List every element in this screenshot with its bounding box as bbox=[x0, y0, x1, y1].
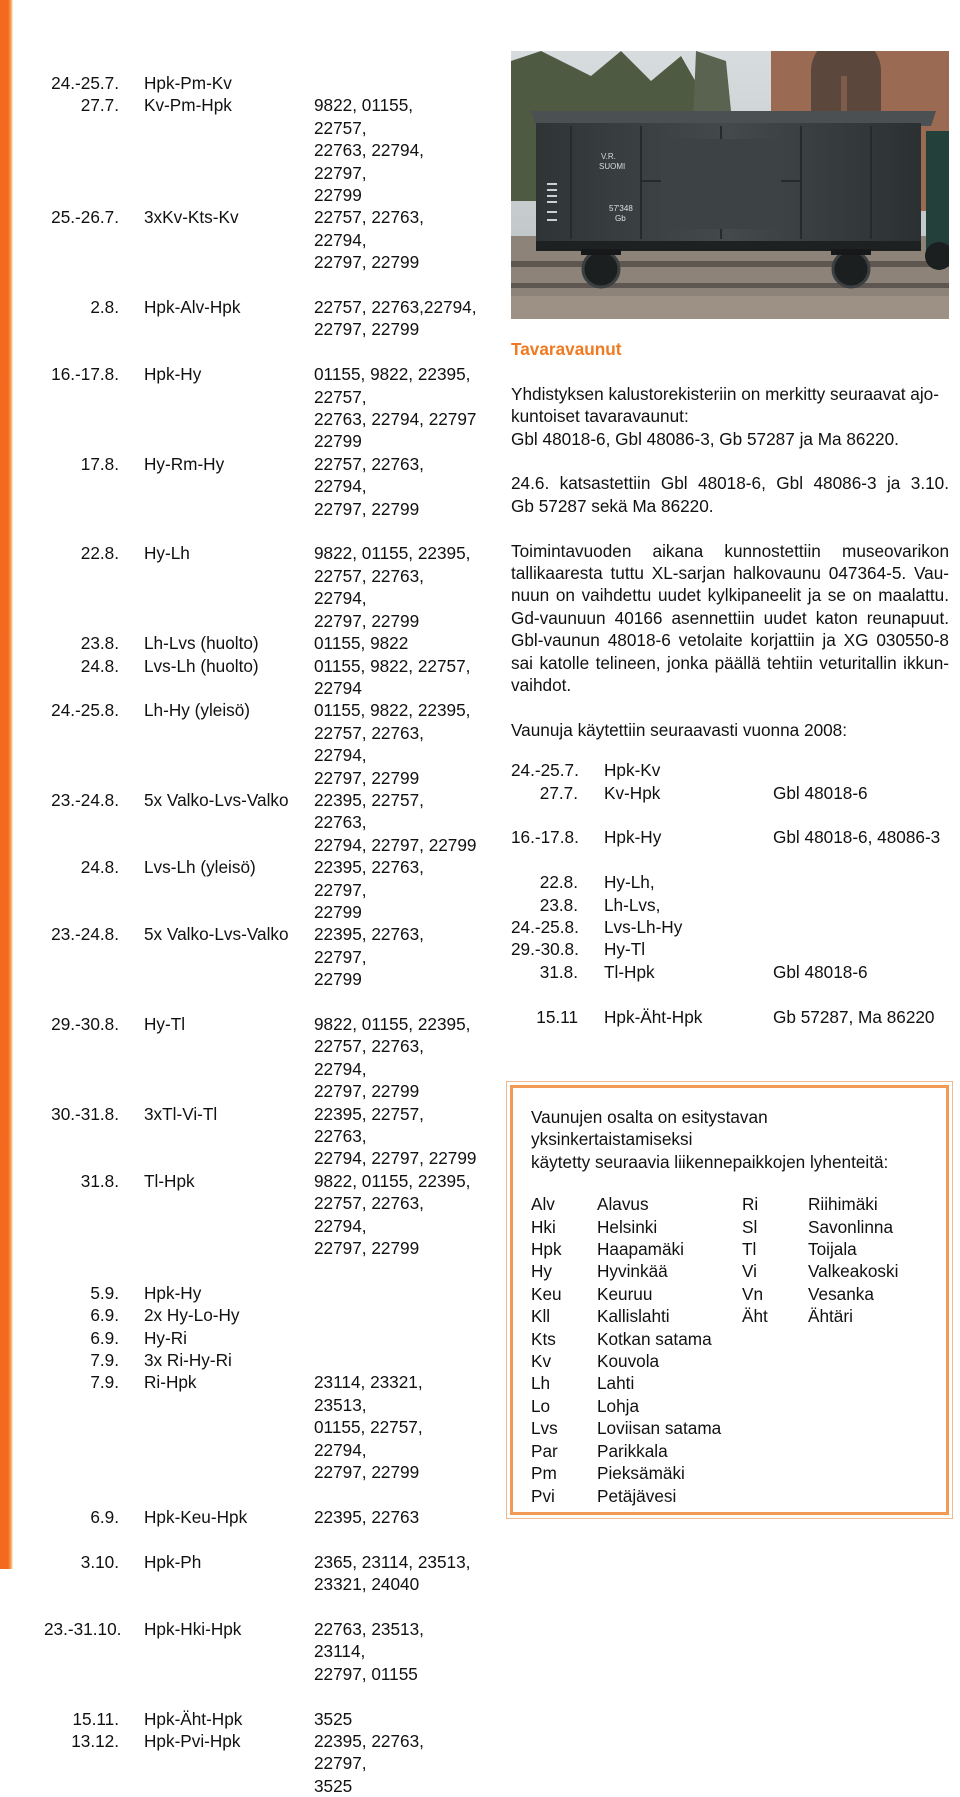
usage-route: Hy-Lh, bbox=[604, 872, 655, 893]
abbreviation-code: Lvs bbox=[531, 1418, 558, 1439]
trip-date: 15.11. bbox=[72, 1708, 119, 1729]
abbreviation-code: Ri bbox=[742, 1194, 759, 1215]
trip-date: 7.9. bbox=[90, 1372, 119, 1393]
trip-row bbox=[44, 72, 484, 94]
trip-route: Hy-Rm-Hy bbox=[144, 453, 225, 474]
maintenance-line: vaihdot. bbox=[511, 675, 572, 696]
usage-wagons bbox=[773, 759, 949, 781]
plate-right-line2: Gb bbox=[615, 214, 626, 223]
trip-date: 25.-26.7. bbox=[51, 207, 119, 228]
schedule-block bbox=[44, 1506, 484, 1528]
abbreviation-name: Kallislahti bbox=[597, 1306, 670, 1327]
trip-row bbox=[44, 655, 484, 700]
trip-cars bbox=[314, 1618, 479, 1685]
trip-date: 13.12. bbox=[71, 1730, 119, 1751]
trip-route: Lvs-Lh (yleisö) bbox=[144, 857, 256, 878]
intro-line: kuntoiset tavaravaunut: bbox=[511, 406, 689, 427]
maintenance-line: tallikaaresta tuttu XL-sarjan halkovaunu 047364-5. Vau- bbox=[511, 563, 949, 584]
abbreviation-code: Hpk bbox=[531, 1239, 562, 1260]
schedule-block bbox=[44, 1013, 484, 1259]
car-numbers-line: 2365, 23114, 23513, bbox=[314, 1551, 471, 1572]
trip-cars bbox=[314, 1506, 479, 1528]
trip-route: Tl-Hpk bbox=[144, 1170, 195, 1191]
trip-row bbox=[44, 453, 484, 520]
schedule-block bbox=[44, 542, 484, 990]
trip-row bbox=[44, 1506, 484, 1528]
maintenance-line: Gbl-vaunun 48018-6 vetolaite korjattiin ja XG 030550-8 bbox=[511, 630, 949, 651]
usage-row bbox=[511, 894, 949, 916]
car-numbers-line: 22794 bbox=[314, 677, 362, 698]
abbreviations-box bbox=[510, 1085, 949, 1515]
plate-left-line1: V.R. bbox=[601, 152, 616, 161]
trip-date: 24.-25.7. bbox=[51, 73, 119, 93]
trip-row bbox=[44, 1103, 484, 1170]
car-numbers-line: 22797, 22799 bbox=[314, 1081, 420, 1102]
car-numbers-line: 22797, 22799 bbox=[314, 767, 420, 788]
car-numbers-line: 22757, bbox=[314, 386, 367, 407]
trip-route: Hpk-Hy bbox=[144, 364, 202, 385]
trip-route: Lh-Lvs (huolto) bbox=[144, 633, 259, 654]
trip-route: 2x Hy-Lo-Hy bbox=[144, 1305, 240, 1326]
car-numbers-line: 22395, 22763 bbox=[314, 1506, 420, 1527]
trip-row bbox=[44, 789, 484, 856]
maintenance-line: Toimintavuoden aikana kunnostettiin museovarikon bbox=[511, 540, 949, 561]
trip-date: 6.9. bbox=[90, 1506, 119, 1527]
usage-row bbox=[511, 916, 949, 938]
trip-cars bbox=[314, 1730, 479, 1797]
usage-row bbox=[511, 871, 949, 893]
abbreviation-name: Toijala bbox=[808, 1239, 857, 1260]
trip-cars bbox=[314, 1551, 479, 1596]
abbreviation-name: Petäjävesi bbox=[597, 1485, 677, 1506]
trip-cars bbox=[314, 206, 479, 273]
abbreviation-row bbox=[531, 1328, 742, 1350]
trip-date: 31.8. bbox=[80, 1170, 119, 1191]
trip-date: 6.9. bbox=[90, 1305, 119, 1326]
schedule-block bbox=[44, 296, 484, 341]
abbreviation-name: Lohja bbox=[597, 1395, 640, 1416]
trip-date: 24.-25.8. bbox=[51, 700, 119, 721]
trip-route: Hpk-Pm-Kv bbox=[144, 73, 232, 93]
usage-block bbox=[511, 759, 949, 804]
abbreviation-row bbox=[742, 1238, 953, 1260]
car-numbers-line: 22799 bbox=[314, 185, 362, 206]
car-numbers-line: 3525 bbox=[314, 1775, 353, 1796]
schedule-block bbox=[44, 1618, 484, 1685]
trip-cars bbox=[314, 453, 479, 520]
car-numbers-line: 3525 bbox=[314, 1708, 353, 1729]
trip-cars bbox=[314, 655, 479, 700]
trip-cars bbox=[314, 1013, 479, 1103]
trip-row bbox=[44, 94, 484, 206]
abbreviation-row bbox=[742, 1216, 953, 1238]
trip-row bbox=[44, 1708, 484, 1730]
trip-cars bbox=[314, 296, 479, 341]
abbreviation-row bbox=[531, 1238, 742, 1260]
car-numbers-line: 23321, 24040 bbox=[314, 1574, 420, 1595]
car-numbers-line: 01155, 9822 bbox=[314, 633, 409, 654]
freight-usage-table bbox=[511, 759, 949, 1028]
abbreviations-column-1 bbox=[531, 1193, 742, 1507]
abbreviation-code: Tl bbox=[742, 1239, 757, 1260]
intro-line: Yhdistyksen kalustorekisteriin on merkitty seuraavat ajo- bbox=[511, 383, 939, 404]
trip-cars bbox=[314, 363, 479, 453]
trip-row bbox=[44, 542, 484, 632]
abbreviation-name: Loviisan satama bbox=[597, 1418, 722, 1439]
trip-cars bbox=[314, 1349, 479, 1371]
trip-cars bbox=[314, 1708, 479, 1730]
trip-route: Hpk-Keu-Hpk bbox=[144, 1506, 248, 1527]
trip-route: 5x Valko-Lvs-Valko bbox=[144, 789, 289, 810]
abbreviations-table bbox=[531, 1193, 928, 1507]
trip-cars bbox=[314, 1103, 479, 1170]
car-numbers-line: 22757, bbox=[314, 117, 367, 138]
trip-date: 27.7. bbox=[80, 95, 119, 116]
car-numbers-line: 22763, 23513, 23114, bbox=[314, 1618, 424, 1662]
abbreviations-intro-line: käytetty seuraavia liikennepaikkojen lyhenteitä: bbox=[531, 1151, 889, 1172]
trip-route: Hy-Lh bbox=[144, 543, 190, 564]
trip-row bbox=[44, 296, 484, 341]
inspection-line: Gb 57287 sekä Ma 86220. bbox=[511, 495, 714, 516]
usage-route: Hpk-Hy bbox=[604, 827, 662, 848]
usage-route: Hy-Tl bbox=[604, 939, 646, 960]
trip-route: Hpk-Pvi-Hpk bbox=[144, 1730, 241, 1751]
usage-date: 31.8. bbox=[539, 961, 578, 982]
trip-row bbox=[44, 1013, 484, 1103]
abbreviation-row bbox=[531, 1485, 742, 1507]
trip-row bbox=[44, 1170, 484, 1260]
usage-row bbox=[511, 826, 949, 848]
car-numbers-line: 22395, 22757, 22763, bbox=[314, 1103, 424, 1147]
abbreviation-row bbox=[742, 1283, 953, 1305]
car-numbers-line: 22757, 22763, 22794, bbox=[314, 565, 424, 609]
trip-route: Lvs-Lh (huolto) bbox=[144, 655, 259, 676]
usage-block bbox=[511, 1006, 949, 1028]
inspection-line: 24.6. katsastettiin Gbl 48018-6, Gbl 48086-3 ja 3.10. bbox=[511, 473, 949, 494]
usage-row bbox=[511, 961, 949, 983]
trip-date: 5.9. bbox=[90, 1282, 119, 1303]
abbreviation-name: Kouvola bbox=[597, 1351, 660, 1372]
plate-left-line2: SUOMI bbox=[599, 162, 626, 171]
car-numbers-line: 22797, 22799 bbox=[314, 252, 420, 273]
trip-row bbox=[44, 1371, 484, 1483]
usage-wagons bbox=[773, 894, 949, 916]
car-numbers-line: 22797, 22799 bbox=[314, 1462, 420, 1483]
abbreviation-row bbox=[531, 1216, 742, 1238]
plate-right-line1: 57'348 bbox=[609, 204, 633, 213]
abbreviation-row bbox=[531, 1260, 742, 1282]
abbreviation-row bbox=[531, 1372, 742, 1394]
car-numbers-line: 22757, 22763, 22794, bbox=[314, 453, 424, 497]
usage-row bbox=[511, 1006, 949, 1028]
abbreviations-intro bbox=[531, 1106, 928, 1173]
maintenance-line: sai katolle telineen, jonka päällä tehtiin veturitallin ikkun- bbox=[511, 652, 949, 673]
car-numbers-line: 22797, 22799 bbox=[314, 1238, 420, 1259]
abbreviation-row bbox=[531, 1193, 742, 1215]
trip-route: Hy-Ri bbox=[144, 1327, 187, 1348]
trip-route: Kv-Pm-Hpk bbox=[144, 95, 232, 116]
trip-row bbox=[44, 1282, 484, 1304]
usage-wagons: Gbl 48018-6, 48086-3 bbox=[773, 827, 941, 848]
abbreviations-column-2 bbox=[742, 1193, 953, 1507]
trip-cars bbox=[314, 72, 479, 94]
car-numbers-line: 01155, 9822, 22757, bbox=[314, 655, 471, 676]
car-numbers-line: 22757, 22763, 22794, bbox=[314, 1193, 424, 1236]
maintenance-paragraph bbox=[511, 540, 949, 697]
freight-wagon-photo bbox=[511, 51, 949, 319]
trip-row bbox=[44, 206, 484, 273]
car-numbers-line: 9822, 01155, 22395, bbox=[314, 543, 471, 564]
car-numbers-line: 22797, 22799 bbox=[314, 610, 420, 631]
schedule-block bbox=[44, 1551, 484, 1596]
abbreviation-row bbox=[531, 1417, 742, 1439]
car-numbers-line: 01155, 9822, 22395, bbox=[314, 700, 471, 721]
car-numbers-line: 9822, 01155, 22395, bbox=[314, 1014, 471, 1034]
abbreviation-row bbox=[531, 1440, 742, 1462]
trip-date: 23.-24.8. bbox=[51, 924, 119, 945]
trip-cars bbox=[314, 632, 479, 654]
schedule-block bbox=[44, 1708, 484, 1797]
abbreviation-code: Kts bbox=[531, 1328, 556, 1349]
abbreviation-code: Kll bbox=[531, 1306, 551, 1327]
trip-date: 17.8. bbox=[80, 453, 119, 474]
abbreviation-code: Sl bbox=[742, 1216, 758, 1237]
abbreviation-name: Pieksämäki bbox=[597, 1463, 685, 1484]
trip-row bbox=[44, 1304, 484, 1326]
usage-heading: Vaunuja käytettiin seuraavasti vuonna 2008: bbox=[511, 719, 848, 740]
passenger-car-schedule bbox=[44, 72, 484, 1797]
abbreviation-name: Vesanka bbox=[808, 1283, 874, 1304]
trip-row bbox=[44, 632, 484, 654]
trip-date: 3.10. bbox=[80, 1551, 119, 1572]
abbreviation-code: Lo bbox=[531, 1395, 551, 1416]
abbreviation-name: Lahti bbox=[597, 1373, 635, 1394]
car-numbers-line: 22797, 22799 bbox=[314, 319, 420, 340]
car-numbers-line: 9822, 01155, 22395, bbox=[314, 1170, 471, 1191]
maintenance-line: nuun on vaihdettu uudet kylkipaneelit ja se on maalattu. bbox=[511, 585, 949, 606]
intro-paragraph bbox=[511, 383, 949, 450]
car-numbers-line: 22757, 22763, 22794, bbox=[314, 1036, 424, 1079]
abbreviation-name: Savonlinna bbox=[808, 1216, 894, 1237]
car-numbers-line: 01155, 9822, 22395, bbox=[314, 364, 471, 385]
abbreviation-name: Valkeakoski bbox=[808, 1261, 899, 1282]
abbreviation-name: Alavus bbox=[597, 1194, 649, 1215]
abbreviation-name: Haapamäki bbox=[597, 1239, 684, 1260]
car-numbers-line: 22757, 22763, 22794, bbox=[314, 722, 424, 766]
trip-date: 2.8. bbox=[90, 297, 119, 318]
abbreviation-row bbox=[531, 1462, 742, 1484]
trip-date: 24.8. bbox=[80, 655, 119, 676]
schedule-block bbox=[44, 72, 484, 274]
usage-row bbox=[511, 782, 949, 804]
trip-row bbox=[44, 1349, 484, 1371]
abbreviation-code: Vi bbox=[742, 1261, 757, 1282]
trip-cars bbox=[314, 789, 479, 856]
trip-cars bbox=[314, 1371, 479, 1483]
abbreviation-row bbox=[742, 1260, 953, 1282]
trip-cars bbox=[314, 1282, 479, 1304]
intro-line: Gbl 48018-6, Gbl 48086-3, Gb 57287 ja Ma 86220. bbox=[511, 428, 899, 449]
abbreviation-name: Keuruu bbox=[597, 1283, 653, 1304]
abbreviation-name: Helsinki bbox=[597, 1216, 658, 1237]
trip-route: 3x Ri-Hy-Ri bbox=[144, 1350, 232, 1371]
trip-cars bbox=[314, 856, 479, 923]
trip-date: 23.8. bbox=[80, 633, 119, 654]
usage-wagons: Gbl 48018-6 bbox=[773, 961, 868, 982]
usage-wagons: Gbl 48018-6 bbox=[773, 782, 868, 803]
usage-route: Hpk-Äht-Hpk bbox=[604, 1006, 703, 1027]
trip-row bbox=[44, 856, 484, 923]
car-numbers-line: 22395, 22763, 22797, bbox=[314, 857, 424, 900]
usage-route: Hpk-Kv bbox=[604, 760, 661, 781]
usage-route: Kv-Hpk bbox=[604, 782, 661, 803]
car-numbers-line: 22395, 22763, 22797, bbox=[314, 1730, 424, 1774]
trip-cars bbox=[314, 542, 479, 632]
trip-route: 3xKv-Kts-Kv bbox=[144, 207, 239, 228]
abbreviation-name: Kotkan satama bbox=[597, 1328, 712, 1349]
abbreviation-name: Ähtäri bbox=[808, 1306, 853, 1327]
inspection-paragraph bbox=[511, 472, 949, 517]
car-numbers-line: 22799 bbox=[314, 969, 362, 990]
maintenance-line: Gd-vaunuun 40166 asennettiin uudet katon reunapuut. bbox=[511, 607, 949, 628]
car-numbers-line: 22757, 22763, 22794, bbox=[314, 207, 424, 250]
trip-date: 7.9. bbox=[90, 1350, 119, 1371]
car-numbers-line: 22799 bbox=[314, 901, 362, 922]
abbreviation-code: Keu bbox=[531, 1283, 562, 1304]
abbreviation-code: Alv bbox=[531, 1194, 555, 1215]
trip-row bbox=[44, 363, 484, 453]
trip-cars bbox=[314, 699, 479, 789]
car-numbers-line: 22794, 22797, 22799 bbox=[314, 1148, 477, 1169]
trip-route: 3xTl-Vi-Tl bbox=[144, 1103, 218, 1124]
usage-date: 29.-30.8. bbox=[511, 939, 579, 960]
section-heading: Tavaravaunut bbox=[511, 339, 622, 359]
trip-row bbox=[44, 1618, 484, 1685]
car-numbers-line: 9822, 01155, bbox=[314, 95, 414, 116]
abbreviation-row bbox=[531, 1283, 742, 1305]
usage-wagons bbox=[773, 938, 949, 960]
abbreviation-code: Äht bbox=[742, 1306, 768, 1327]
abbreviation-row bbox=[531, 1350, 742, 1372]
abbreviation-name: Parikkala bbox=[597, 1440, 668, 1461]
trip-date: 24.8. bbox=[80, 857, 119, 878]
usage-date: 27.7. bbox=[539, 782, 578, 803]
usage-route: Lh-Lvs, bbox=[604, 894, 661, 915]
wagon-photo-image bbox=[511, 51, 949, 319]
abbreviation-code: Par bbox=[531, 1440, 558, 1461]
usage-date: 22.8. bbox=[539, 872, 578, 893]
trip-date: 23.-31.10. bbox=[44, 1618, 122, 1639]
car-numbers-line: 23114, 23321, 23513, bbox=[314, 1372, 423, 1415]
abbreviation-name: Riihimäki bbox=[808, 1194, 878, 1215]
trip-row bbox=[44, 699, 484, 789]
abbreviation-name: Hyvinkää bbox=[597, 1261, 668, 1282]
trip-date: 22.8. bbox=[80, 543, 119, 564]
car-numbers-line: 22797, 01155 bbox=[314, 1663, 418, 1684]
usage-row bbox=[511, 759, 949, 781]
usage-block bbox=[511, 871, 949, 983]
car-numbers-line: 22799 bbox=[314, 431, 362, 452]
usage-block bbox=[511, 826, 949, 848]
abbreviation-code: Pvi bbox=[531, 1485, 555, 1506]
car-numbers-line: 22794, 22797, 22799 bbox=[314, 834, 477, 855]
trip-route: Hpk-Hy bbox=[144, 1282, 202, 1303]
trip-cars bbox=[314, 94, 479, 206]
abbreviation-row bbox=[531, 1305, 742, 1327]
usage-row bbox=[511, 938, 949, 960]
usage-wagons bbox=[773, 871, 949, 893]
abbreviation-code: Vn bbox=[742, 1283, 764, 1304]
usage-wagons bbox=[773, 916, 949, 938]
abbreviation-code: Kv bbox=[531, 1351, 552, 1372]
trip-cars bbox=[314, 1327, 479, 1349]
freight-wagons-section bbox=[511, 338, 949, 1028]
trip-route: Hpk-Ph bbox=[144, 1551, 202, 1572]
usage-wagons: Gb 57287, Ma 86220 bbox=[773, 1006, 935, 1027]
abbreviation-code: Pm bbox=[531, 1463, 557, 1484]
trip-date: 16.-17.8. bbox=[51, 364, 119, 385]
trip-cars bbox=[314, 1304, 479, 1326]
trip-route: Ri-Hpk bbox=[144, 1372, 197, 1393]
car-numbers-line: 22757, 22763,22794, bbox=[314, 297, 477, 318]
car-numbers-line: 22395, 22763, 22797, bbox=[314, 924, 424, 967]
usage-date: 23.8. bbox=[539, 894, 578, 915]
schedule-block bbox=[44, 363, 484, 520]
trip-date: 29.-30.8. bbox=[51, 1014, 119, 1034]
abbreviation-code: Lh bbox=[531, 1373, 551, 1394]
trip-route: Hpk-Alv-Hpk bbox=[144, 297, 241, 318]
trip-route: Hy-Tl bbox=[144, 1014, 186, 1034]
trip-row bbox=[44, 1551, 484, 1596]
car-numbers-line: 22395, 22757, 22763, bbox=[314, 789, 424, 833]
trip-route: 5x Valko-Lvs-Valko bbox=[144, 924, 289, 945]
usage-date: 24.-25.8. bbox=[511, 917, 579, 938]
schedule-block bbox=[44, 1282, 484, 1484]
abbreviation-code: Hy bbox=[531, 1261, 553, 1282]
abbreviation-code: Hki bbox=[531, 1216, 556, 1237]
trip-route: Lh-Hy (yleisö) bbox=[144, 700, 251, 721]
car-numbers-line: 22763, 22794, 22797, bbox=[314, 140, 424, 183]
trip-row bbox=[44, 923, 484, 990]
usage-date: 16.-17.8. bbox=[511, 827, 579, 848]
usage-date: 15.11 bbox=[536, 1006, 578, 1027]
trip-cars bbox=[314, 923, 479, 990]
car-numbers-line: 01155, 22757, 22794, bbox=[314, 1417, 423, 1460]
trip-row bbox=[44, 1730, 484, 1797]
trip-date: 6.9. bbox=[90, 1327, 119, 1348]
abbreviation-row bbox=[742, 1305, 953, 1327]
usage-route: Tl-Hpk bbox=[604, 961, 655, 982]
usage-route: Lvs-Lh-Hy bbox=[604, 917, 683, 938]
car-numbers-line: 22763, 22794, 22797 bbox=[314, 409, 477, 430]
car-numbers-line: 22797, 22799 bbox=[314, 498, 420, 519]
abbreviation-row bbox=[742, 1193, 953, 1215]
orange-edge-stripe bbox=[0, 0, 13, 1569]
trip-route: Hpk-Äht-Hpk bbox=[144, 1708, 243, 1729]
trip-row bbox=[44, 1327, 484, 1349]
trip-date: 23.-24.8. bbox=[51, 789, 119, 810]
usage-date: 24.-25.7. bbox=[511, 760, 579, 781]
abbreviations-intro-line: Vaunujen osalta on esitystavan yksinkertaistamiseksi bbox=[531, 1107, 768, 1150]
trip-cars bbox=[314, 1170, 479, 1260]
trip-date: 30.-31.8. bbox=[51, 1103, 119, 1124]
abbreviation-row bbox=[531, 1395, 742, 1417]
trip-route: Hpk-Hki-Hpk bbox=[144, 1618, 242, 1639]
